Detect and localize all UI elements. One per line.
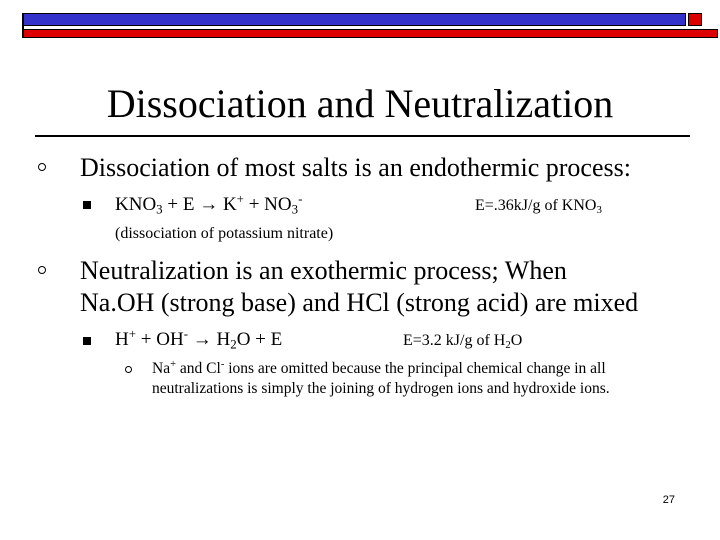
energy-h2o: E=3.2 kJ/g of $H_2O$ <box>403 332 523 352</box>
page-number: 27 <box>662 494 675 506</box>
bullet-circle-icon <box>38 266 46 274</box>
header-bar-red <box>22 29 718 38</box>
bullet-circle-icon <box>38 163 46 171</box>
bullet-neutralization-line1: Neutralization is an exothermic process; When <box>80 256 567 285</box>
equation-kno3: $KNO_3 + E \to K^+ + NO_3^-$ <box>115 190 303 217</box>
title-divider <box>35 135 690 137</box>
slide-title: Dissociation and Neutralization <box>106 81 614 126</box>
bullet-square-icon <box>83 201 91 209</box>
energy-kno3: E=.36kJ/g of $KNO_3$ <box>475 197 602 217</box>
dissociation-note: (dissociation of potassium nitrate) <box>115 225 334 242</box>
bullet-neutralization-line2: Na.OH (strong base) and HCl (strong acid) are mixed <box>80 288 639 317</box>
header-bar-blue <box>22 13 686 26</box>
bullet-dissociation-text: Dissociation of most salts is an endothermic process: <box>80 153 631 182</box>
ion-omission-note: Na+ and Cl- ions are omitted because the principal chemical change in all neutralizations is simply the joining of hydrogen ions and hydroxide ions. <box>152 359 610 397</box>
bullet-circle-small-icon <box>125 366 132 373</box>
header-square-red <box>688 13 702 26</box>
bullet-square-icon <box>83 337 91 345</box>
header-vertical-line <box>22 13 24 38</box>
equation-neutralization: $H^+ + OH^- \to H_2O + E$ <box>115 325 283 352</box>
